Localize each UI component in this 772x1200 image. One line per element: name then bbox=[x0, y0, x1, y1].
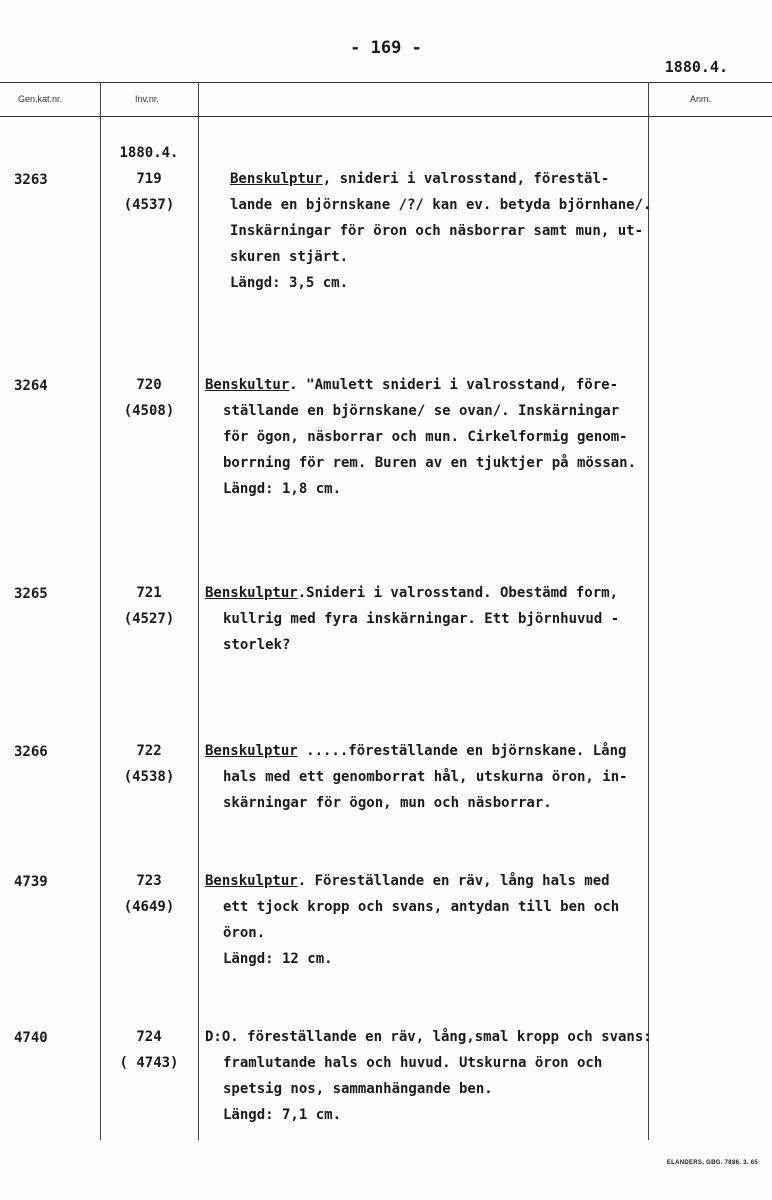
entry-line: ett tjock kropp och svans, antydan till ben och bbox=[223, 899, 620, 915]
entry-line: storlek? bbox=[223, 637, 291, 653]
inv-number bbox=[100, 372, 198, 424]
entry-description bbox=[205, 580, 619, 658]
entry-line: Längd: 3,5 cm. bbox=[230, 275, 349, 291]
printer-imprint: ELANDERS, GBG. 7886. 3. 65 bbox=[666, 1160, 758, 1166]
column-divider-2 bbox=[198, 82, 199, 1140]
date-marker: 1880.4. bbox=[119, 145, 179, 161]
entry-description bbox=[205, 738, 628, 816]
entry-line: Inskärningar för öron och näsborrar samt mun, ut- bbox=[230, 223, 644, 239]
inv-number bbox=[100, 738, 198, 790]
inv-number-primary: 724 bbox=[136, 1029, 162, 1045]
entry-line: Längd: 1,8 cm. bbox=[223, 481, 342, 497]
entry-line: öron. bbox=[223, 925, 266, 941]
column-header-inv: Inv.nr. bbox=[135, 94, 159, 104]
inv-number-primary: 721 bbox=[136, 585, 162, 601]
gen-number: 4739 bbox=[14, 874, 48, 890]
entry-line: hals med ett genomborrat hål, utskurna öron, in- bbox=[223, 769, 628, 785]
entry-title: Benskulptur bbox=[205, 585, 298, 601]
entry-title: Benskulptur bbox=[230, 171, 323, 187]
entry-title: Benskulptur bbox=[205, 873, 298, 889]
entry-first-line: D:O. föreställande en räv, lång,smal kropp och svans: bbox=[205, 1029, 652, 1045]
header-date: 1880.4. bbox=[664, 58, 728, 76]
entry-first-line: . "Amulett snideri i valrosstand, före- bbox=[289, 377, 619, 393]
inv-number-primary: 719 bbox=[136, 171, 162, 187]
inv-number-primary: 723 bbox=[136, 873, 162, 889]
inv-number bbox=[100, 166, 198, 218]
inv-number bbox=[100, 868, 198, 920]
entry-title: Benskulptur bbox=[205, 743, 298, 759]
entry-line: Längd: 12 cm. bbox=[223, 951, 333, 967]
gen-number: 3265 bbox=[14, 586, 48, 602]
gen-number: 4740 bbox=[14, 1030, 48, 1046]
inv-number-primary: 720 bbox=[136, 377, 162, 393]
inv-number-secondary: (4649) bbox=[123, 899, 175, 915]
header-top-rule bbox=[0, 82, 772, 83]
entry-description bbox=[205, 372, 636, 502]
inv-number-secondary: (4537) bbox=[123, 197, 175, 213]
inv-number bbox=[100, 580, 198, 632]
page-number: - 169 - bbox=[350, 38, 422, 58]
entry-first-line: .Snideri i valrosstand. Obestämd form, bbox=[297, 585, 619, 601]
entry-line: för ögon, näsborrar och mun. Cirkelformig genom- bbox=[223, 429, 628, 445]
entry-description bbox=[205, 1024, 652, 1128]
entry-first-line: , snideri i valrosstand, förestäl- bbox=[322, 171, 610, 187]
inv-number-secondary: (4538) bbox=[123, 769, 175, 785]
entry-description bbox=[212, 166, 651, 296]
inv-number-primary: 722 bbox=[136, 743, 162, 759]
inv-number-secondary: ( 4743) bbox=[119, 1055, 179, 1071]
entry-line: lande en björnskane /?/ kan ev. betyda björnhane/. bbox=[230, 197, 652, 213]
inv-number-secondary: (4508) bbox=[123, 403, 175, 419]
gen-number: 3263 bbox=[14, 172, 48, 188]
entry-line: skärningar för ögon, mun och näsborrar. bbox=[223, 795, 552, 811]
entry-line: spetsig nos, sammanhängande ben. bbox=[223, 1081, 493, 1097]
header-bottom-rule bbox=[0, 116, 772, 117]
entry-line: Längd: 7,1 cm. bbox=[223, 1107, 342, 1123]
column-header-gen: Gen.kat.nr. bbox=[18, 94, 63, 104]
entry-first-line: . Föreställande en räv, lång hals med bbox=[297, 873, 610, 889]
entry-description bbox=[205, 868, 619, 972]
entry-line: borrning för rem. Buren av en tjuktjer på mössan. bbox=[223, 455, 637, 471]
entry-line: ställande en björnskane/ se ovan/. Inskärningar bbox=[223, 403, 620, 419]
entry-line: skuren stjärt. bbox=[230, 249, 349, 265]
inv-number-secondary: (4527) bbox=[123, 611, 175, 627]
gen-number: 3264 bbox=[14, 378, 48, 394]
entry-first-line: .....föreställande en björnskane. Lång bbox=[297, 743, 627, 759]
gen-number: 3266 bbox=[14, 744, 48, 760]
column-header-anm: Anm. bbox=[690, 94, 712, 104]
entry-line: framlutande hals och huvud. Utskurna öron och bbox=[223, 1055, 603, 1071]
inv-number bbox=[100, 1024, 198, 1076]
entry-line: kullrig med fyra inskärningar. Ett björnhuvud - bbox=[223, 611, 620, 627]
entry-title: Benskultur bbox=[205, 377, 290, 393]
